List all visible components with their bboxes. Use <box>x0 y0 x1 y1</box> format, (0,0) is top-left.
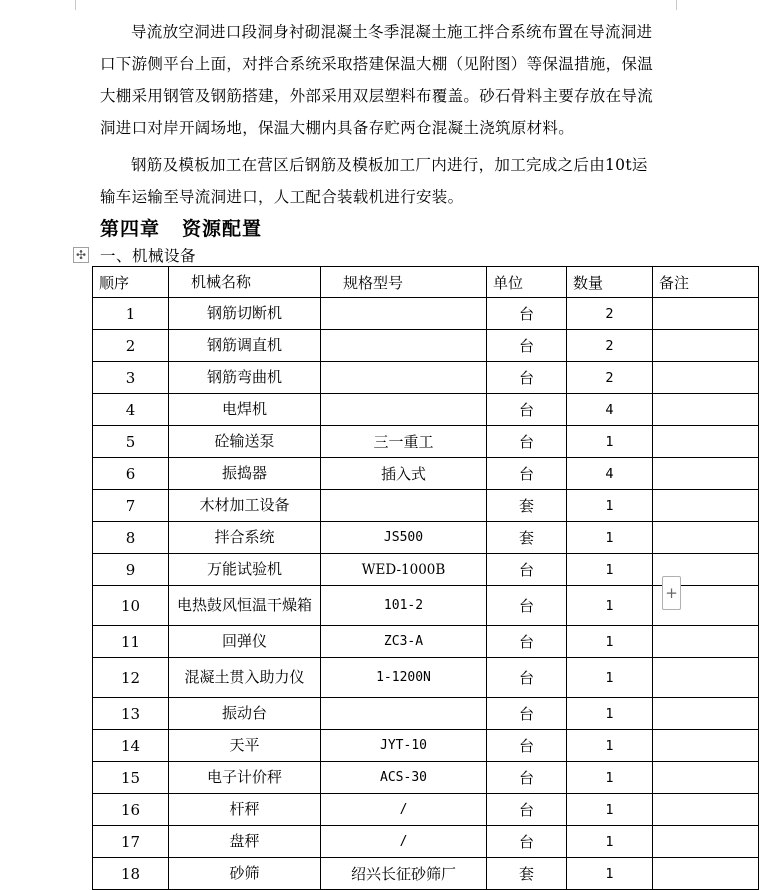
cell-unit: 台 <box>487 626 567 658</box>
cell-unit: 套 <box>487 522 567 554</box>
cell-qty: 1 <box>567 554 653 586</box>
cell-name: 钢筋调直机 <box>169 330 321 362</box>
header-cell-note: 备注 <box>653 267 759 298</box>
table-row <box>93 490 759 522</box>
cell-seq: 2 <box>93 330 169 362</box>
table-row <box>93 330 759 362</box>
chapter-number: 第四章 <box>100 218 161 240</box>
cell-unit: 台 <box>487 658 567 698</box>
cell-note <box>653 826 759 858</box>
table-row <box>93 698 759 730</box>
cell-qty: 1 <box>567 658 653 698</box>
cell-qty: 1 <box>567 490 653 522</box>
cell-unit: 台 <box>487 426 567 458</box>
cell-unit: 台 <box>487 554 567 586</box>
cell-qty: 1 <box>567 522 653 554</box>
cell-name: 木材加工设备 <box>169 490 321 522</box>
cell-qty: 1 <box>567 794 653 826</box>
cell-spec: / <box>321 826 487 858</box>
cell-seq: 11 <box>93 626 169 658</box>
cell-name: 万能试验机 <box>169 554 321 586</box>
table-row <box>93 522 759 554</box>
cell-seq: 5 <box>93 426 169 458</box>
cell-name: 电子计价秤 <box>169 762 321 794</box>
table-row <box>93 554 759 586</box>
cell-note <box>653 626 759 658</box>
cell-spec: / <box>321 794 487 826</box>
section-title: 一、机械设备 <box>100 247 197 265</box>
cell-seq: 18 <box>93 858 169 890</box>
cell-note <box>653 426 759 458</box>
table-row <box>93 762 759 794</box>
cell-qty: 2 <box>567 298 653 330</box>
cell-name: 拌合系统 <box>169 522 321 554</box>
cell-name: 杆秤 <box>169 794 321 826</box>
cell-name: 盘秤 <box>169 826 321 858</box>
cell-seq: 14 <box>93 730 169 762</box>
header-cell-seq: 顺序 <box>93 267 169 298</box>
header-cell-name: 机械名称 <box>169 267 321 298</box>
paragraph-text: 钢筋及模板加工在营区后钢筋及模板加工厂内进行，加工完成之后由10t运输车运输至导流洞进口，人工配合装载机进行安装。 <box>100 156 648 206</box>
cell-unit: 台 <box>487 330 567 362</box>
cell-qty: 1 <box>567 586 653 626</box>
table-row <box>93 298 759 330</box>
cell-seq: 4 <box>93 394 169 426</box>
cell-spec: ACS-30 <box>321 762 487 794</box>
cell-spec <box>321 394 487 426</box>
cell-name: 钢筋切断机 <box>169 298 321 330</box>
cell-qty: 1 <box>567 426 653 458</box>
cell-seq: 8 <box>93 522 169 554</box>
cell-spec: 三一重工 <box>321 426 487 458</box>
cell-seq: 3 <box>93 362 169 394</box>
cell-spec <box>321 330 487 362</box>
cell-note <box>653 490 759 522</box>
cell-note <box>653 658 759 698</box>
cell-unit: 台 <box>487 586 567 626</box>
page-corner-mark-left <box>75 0 76 10</box>
cell-unit: 套 <box>487 490 567 522</box>
cell-note <box>653 394 759 426</box>
cell-unit: 台 <box>487 730 567 762</box>
cell-qty: 2 <box>567 362 653 394</box>
cell-seq: 13 <box>93 698 169 730</box>
cell-name: 回弹仪 <box>169 626 321 658</box>
cell-seq: 12 <box>93 658 169 698</box>
cell-spec <box>321 490 487 522</box>
cell-unit: 套 <box>487 858 567 890</box>
cell-qty: 1 <box>567 626 653 658</box>
cell-unit: 台 <box>487 458 567 490</box>
table-row <box>93 794 759 826</box>
cell-note <box>653 298 759 330</box>
cell-spec: 插入式 <box>321 458 487 490</box>
cell-seq: 10 <box>93 586 169 626</box>
cell-spec: JYT-10 <box>321 730 487 762</box>
header-cell-unit: 单位 <box>487 267 567 298</box>
cell-spec <box>321 298 487 330</box>
cell-name: 砂筛 <box>169 858 321 890</box>
cell-name: 钢筋弯曲机 <box>169 362 321 394</box>
cell-qty: 4 <box>567 394 653 426</box>
cell-spec <box>321 698 487 730</box>
page-corner-mark-right <box>676 0 677 10</box>
table-row <box>93 858 759 890</box>
cell-note <box>653 330 759 362</box>
cell-name: 振动台 <box>169 698 321 730</box>
table-row <box>93 658 759 698</box>
cell-qty: 1 <box>567 730 653 762</box>
cell-spec: 绍兴长征砂筛厂 <box>321 858 487 890</box>
cell-name: 砼输送泵 <box>169 426 321 458</box>
paragraph-rebar-processing <box>100 149 660 213</box>
table-row <box>93 426 759 458</box>
equipment-table <box>92 266 759 890</box>
table-row <box>93 826 759 858</box>
cell-qty: 2 <box>567 330 653 362</box>
cell-unit: 台 <box>487 762 567 794</box>
table-row <box>93 626 759 658</box>
cell-seq: 16 <box>93 794 169 826</box>
header-cell-qty: 数量 <box>567 267 653 298</box>
cell-unit: 台 <box>487 394 567 426</box>
cell-seq: 15 <box>93 762 169 794</box>
cell-unit: 台 <box>487 826 567 858</box>
add-row-icon[interactable]: + <box>662 576 681 610</box>
cell-seq: 6 <box>93 458 169 490</box>
header-cell-spec: 规格型号 <box>321 267 487 298</box>
cell-spec: 1-1200N <box>321 658 487 698</box>
cell-unit: 台 <box>487 794 567 826</box>
cell-qty: 1 <box>567 762 653 794</box>
cell-name: 振捣器 <box>169 458 321 490</box>
cell-note <box>653 858 759 890</box>
chapter-heading <box>100 214 262 241</box>
cell-seq: 17 <box>93 826 169 858</box>
table-header-row <box>93 267 759 298</box>
cell-qty: 1 <box>567 826 653 858</box>
cell-name: 混凝土贯入助力仪 <box>169 658 321 698</box>
paragraph-mixing-system <box>100 16 660 144</box>
cell-seq: 9 <box>93 554 169 586</box>
cell-note <box>653 458 759 490</box>
cell-qty: 1 <box>567 698 653 730</box>
chapter-title: 资源配置 <box>182 218 263 240</box>
cell-note <box>653 698 759 730</box>
cell-note <box>653 730 759 762</box>
cell-spec <box>321 362 487 394</box>
table-row <box>93 586 759 626</box>
cell-qty: 1 <box>567 858 653 890</box>
move-handle-icon[interactable]: ✣ <box>73 247 89 263</box>
cell-note <box>653 794 759 826</box>
table-row <box>93 458 759 490</box>
cell-name: 电焊机 <box>169 394 321 426</box>
cell-seq: 7 <box>93 490 169 522</box>
cell-spec: WED-1000B <box>321 554 487 586</box>
cell-unit: 台 <box>487 698 567 730</box>
cell-spec: 101-2 <box>321 586 487 626</box>
cell-unit: 台 <box>487 362 567 394</box>
cell-unit: 台 <box>487 298 567 330</box>
table-row <box>93 394 759 426</box>
cell-qty: 4 <box>567 458 653 490</box>
cell-name: 天平 <box>169 730 321 762</box>
cell-note <box>653 522 759 554</box>
cell-note <box>653 762 759 794</box>
cell-spec: JS500 <box>321 522 487 554</box>
table-row <box>93 730 759 762</box>
table-row <box>93 362 759 394</box>
cell-note <box>653 362 759 394</box>
paragraph-text: 导流放空洞进口段洞身衬砌混凝土冬季混凝土施工拌合系统布置在导流洞进口下游侧平台上面，对拌合系统采取搭建保温大棚（见附图）等保温措施，保温大棚采用钢管及钢筋搭建，外部采用双层塑料布覆盖。砂石骨料主要存放在导流洞进口对岸开阔场地，保温大棚内具备存贮两仓混凝土浇筑原材料。 <box>100 23 654 137</box>
cell-spec: ZC3-A <box>321 626 487 658</box>
cell-seq: 1 <box>93 298 169 330</box>
cell-name: 电热鼓风恒温干燥箱 <box>169 586 321 626</box>
